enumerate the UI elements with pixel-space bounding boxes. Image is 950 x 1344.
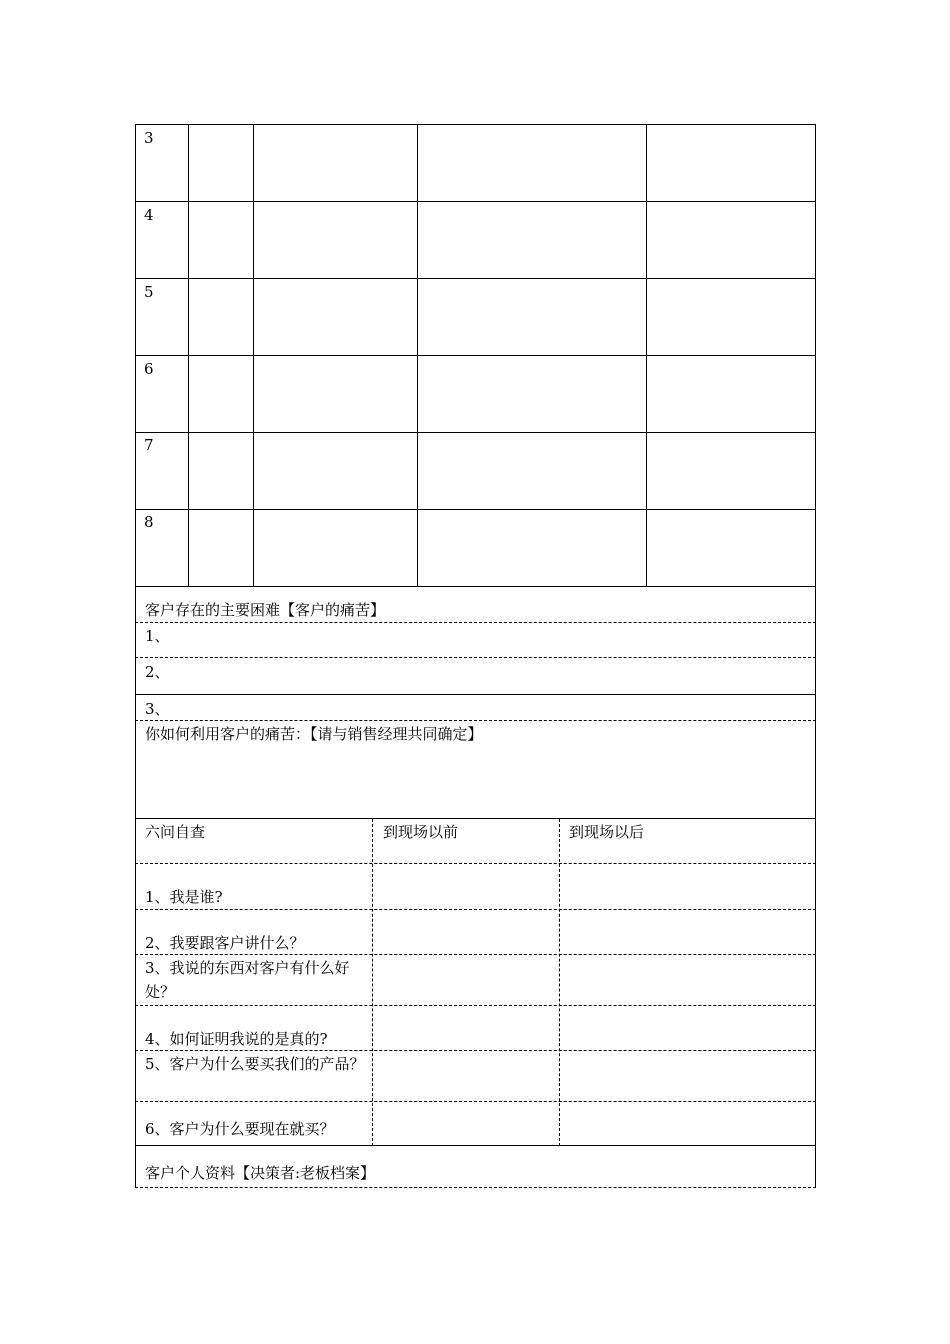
use-pain-label: 你如何利用客户的痛苦：【请与销售经理共同确定】 xyxy=(145,725,483,743)
pain-item: 3、 xyxy=(145,700,170,718)
row-number: 4 xyxy=(144,206,154,224)
self-check-row-divider xyxy=(135,1101,816,1102)
row-number: 8 xyxy=(144,513,154,531)
self-check-question: 5、客户为什么要买我们的产品？ xyxy=(145,1055,365,1073)
self-check-row-divider xyxy=(135,1005,816,1006)
row-number: 3 xyxy=(144,129,154,147)
self-check-question: 6、客户为什么要现在就买？ xyxy=(145,1120,335,1138)
solid-divider xyxy=(135,694,816,695)
grid-row-divider xyxy=(135,586,816,587)
grid-row-divider xyxy=(135,278,816,279)
self-check-header: 六问自查 xyxy=(145,823,206,841)
row-number: 5 xyxy=(144,283,154,301)
grid-row-divider xyxy=(135,201,816,202)
pain-item: 1、 xyxy=(145,627,170,645)
self-check-row-divider xyxy=(135,909,816,910)
pain-item: 2、 xyxy=(145,663,170,681)
pain-section-title: 客户存在的主要困难【客户的痛苦】 xyxy=(145,601,386,619)
self-check-table xyxy=(135,819,816,1146)
self-check-col-divider xyxy=(372,819,373,1146)
dashed-divider xyxy=(135,720,816,721)
self-check-question: 3、我说的东西对客户有什么好处？ xyxy=(145,959,350,1001)
grid-row-divider xyxy=(135,509,816,510)
self-check-question: 4、如何证明我说的是真的? xyxy=(145,1030,328,1048)
dashed-divider xyxy=(135,657,816,658)
row-number: 6 xyxy=(144,360,154,378)
self-check-question: 1、我是谁? xyxy=(145,888,223,906)
self-check-header: 到现场以前 xyxy=(383,823,459,841)
grid-row-divider xyxy=(135,355,816,356)
self-check-question: 2、我要跟客户讲什么？ xyxy=(145,934,305,952)
numbered-grid xyxy=(135,124,816,586)
row-number: 7 xyxy=(144,436,154,454)
personal-info-title: 客户个人资料【决策者:老板档案】 xyxy=(145,1164,376,1182)
self-check-bottom-border xyxy=(135,1145,816,1146)
self-check-row-divider xyxy=(135,863,816,864)
dashed-divider xyxy=(135,622,816,623)
self-check-header: 到现场以后 xyxy=(569,823,645,841)
self-check-col-divider xyxy=(559,819,560,1146)
grid-row-divider xyxy=(135,432,816,433)
